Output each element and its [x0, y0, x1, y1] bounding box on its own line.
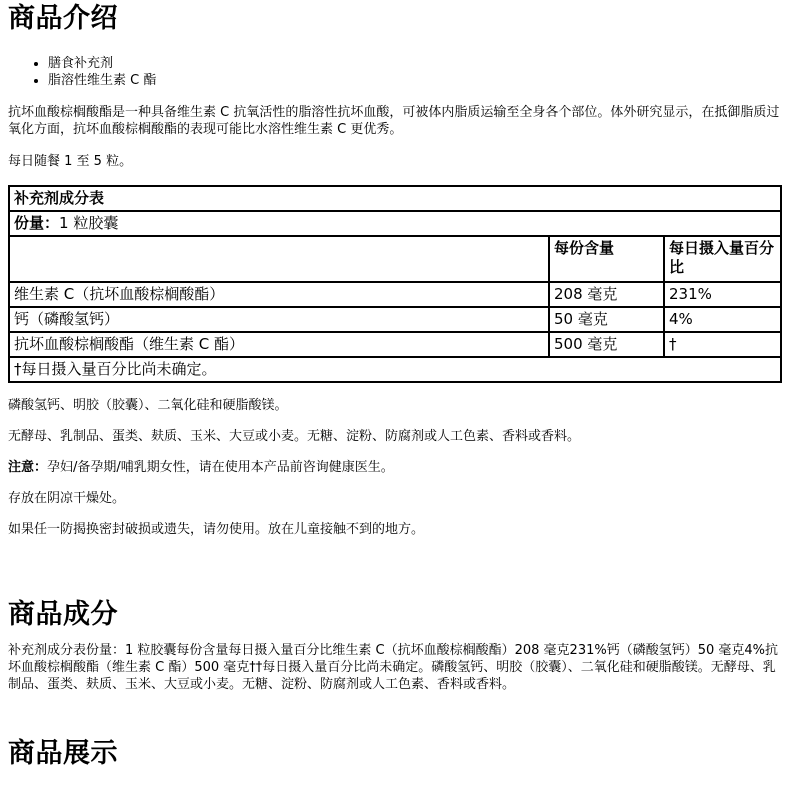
- header-amount: 每份含量: [549, 236, 664, 282]
- list-item: • 脂溶性维生素 C 酯: [48, 72, 782, 89]
- serving-size-value: 1 粒胶囊: [59, 214, 119, 232]
- nutrient-amount: 50 毫克: [549, 307, 664, 332]
- other-ingredients: 磷酸氢钙、明胶（胶囊）、二氧化硅和硬脂酸镁。: [8, 398, 288, 413]
- nutrient-name: 维生素 C（抗坏血酸棕榈酸酯）: [9, 282, 549, 307]
- ingredients-text: 补充剂成分表份量：1 粒胶囊每份含量每日摄入量百分比维生素 C（抗坏血酸棕榈酸酯）208 毫克231%钙（磷酸氢钙）50 毫克4%抗坏血酸棕榈酸酯（维生素 C 酯）500 毫克††每日摄入量百分比尚未确定。磷酸氢钙、明胶（胶囊）、二氧化硅和硬脂酸镁。无酵母、乳制品、蛋类、麸质、玉米、大豆或小麦。无糖、淀粉、防腐剂或人工色素、香料或香料。: [8, 643, 779, 692]
- dosage-instruction: 每日随餐 1 至 5 粒。: [8, 154, 133, 169]
- table-row: [9, 307, 781, 332]
- product-intro-heading: 商品介绍: [8, 3, 118, 34]
- list-item: • 膳食补充剂: [48, 55, 782, 72]
- nutrient-daily-value: †: [664, 332, 781, 357]
- caution-label: 注意：: [8, 460, 48, 475]
- serving-size-row: [9, 211, 781, 236]
- caution-text: 孕妇/备孕期/哺乳期女性，请在使用本产品前咨询健康医生。: [47, 460, 394, 475]
- header-blank-cell: [9, 236, 549, 282]
- product-description: 抗坏血酸棕榈酸酯是一种具备维生素 C 抗氧活性的脂溶性抗坏血酸，可被体内脂质运输至全身各个部位。体外研究显示，在抵御脂质过氧化方面，抗坏血酸棕榈酸酯的表现可能比水溶性维生素 C 更优秀。: [8, 105, 780, 137]
- header-daily-value: 每日摄入量百分比: [664, 236, 781, 282]
- product-display-heading: 商品展示: [8, 738, 118, 769]
- seal-warning: 如果任一防揭换密封破损或遗失，请勿使用。放在儿童接触不到的地方。: [8, 522, 425, 537]
- table-row: [9, 332, 781, 357]
- caution-statement: [8, 459, 782, 476]
- storage-instruction: 存放在阴凉干燥处。: [8, 491, 126, 506]
- nutrient-daily-value: 4%: [664, 307, 781, 332]
- table-row: [9, 282, 781, 307]
- product-page: [0, 2, 790, 771]
- table-footnote: †每日摄入量百分比尚未确定。: [9, 357, 781, 382]
- supplement-facts-table: [8, 185, 782, 383]
- nutrient-daily-value: 231%: [664, 282, 781, 307]
- serving-size-label: 份量：: [14, 214, 60, 232]
- table-header-row: [9, 236, 781, 282]
- nutrient-amount: 500 毫克: [549, 332, 664, 357]
- footnote-row: [9, 357, 781, 382]
- nutrient-amount: 208 毫克: [549, 282, 664, 307]
- nutrient-name: 钙（磷酸氢钙）: [9, 307, 549, 332]
- table-title: 补充剂成分表: [9, 186, 781, 211]
- serving-size-cell: [9, 211, 781, 236]
- product-notes: [8, 397, 782, 538]
- table-title-row: [9, 186, 781, 211]
- nutrient-name: 抗坏血酸棕榈酸酯（维生素 C 酯）: [9, 332, 549, 357]
- ingredients-heading: 商品成分: [8, 599, 118, 630]
- feature-list: [8, 55, 782, 89]
- free-of-statement: 无酵母、乳制品、蛋类、麸质、玉米、大豆或小麦。无糖、淀粉、防腐剂或人工色素、香料或香料。: [8, 429, 581, 444]
